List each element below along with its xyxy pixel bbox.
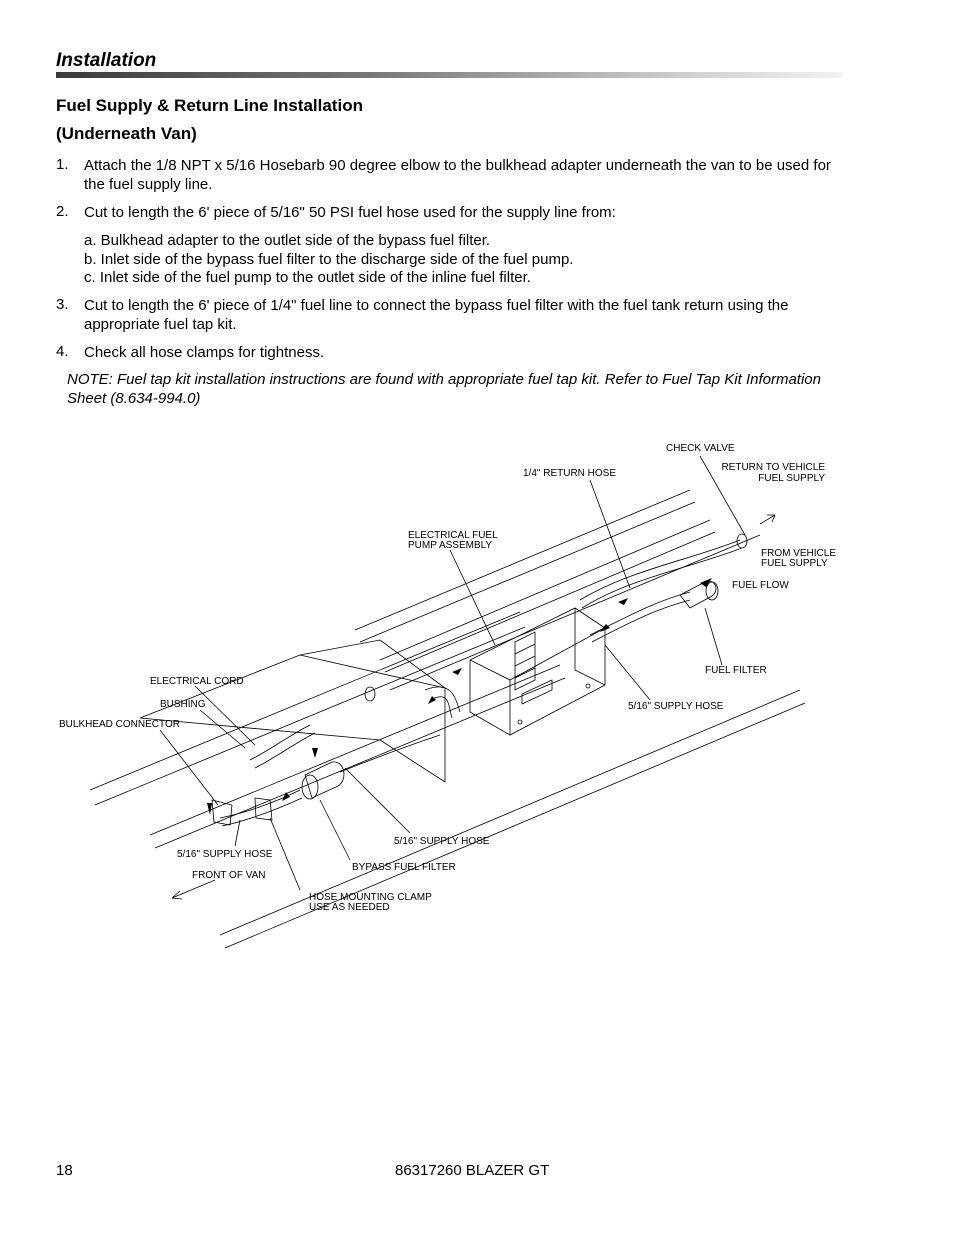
page-heading: Fuel Supply & Return Line Installation [56, 96, 363, 115]
installation-diagram [0, 430, 954, 950]
label-fuel-filter: FUEL FILTER [705, 665, 767, 676]
label-bushing: BUSHING [160, 699, 206, 710]
label-electrical-cord: ELECTRICAL CORD [150, 676, 244, 687]
header-rule [56, 72, 842, 78]
label-pump-assembly: ELECTRICAL FUEL [408, 530, 498, 541]
page-number: 18 [56, 1162, 73, 1179]
section-title: Installation [56, 50, 157, 71]
step-text: Check all hose clamps for tightness. [84, 344, 325, 361]
label-supply-hose: 5/16" SUPPLY HOSE [628, 701, 724, 712]
label-from-vehicle: FUEL SUPPLY [761, 558, 828, 569]
label-pump-assembly: PUMP ASSEMBLY [408, 540, 493, 551]
label-bulkhead-connector: BULKHEAD CONNECTOR [59, 719, 180, 730]
document-id: 86317260 BLAZER GT [395, 1162, 550, 1179]
step-number: 4. [56, 343, 69, 360]
step-text: Cut to length the 6' piece of 5/16" 50 PSI fuel hose used for the supply line from: [84, 204, 616, 221]
label-return-hose: 1/4" RETURN HOSE [523, 468, 617, 479]
substep-text: c. Inlet side of the fuel pump to the outlet side of the inline fuel filter. [84, 269, 531, 286]
step-number: 3. [56, 296, 69, 313]
step-text: Attach the 1/8 NPT x 5/16 Hosebarb 90 degree elbow to the bulkhead adapter underneath the van to be used for the fuel supply line. [84, 157, 831, 193]
step-number: 1. [56, 156, 69, 173]
label-front-of-van: FRONT OF VAN [192, 870, 266, 881]
label-from-vehicle: FROM VEHICLE [761, 548, 837, 559]
step-text: Cut to length the 6' piece of 1/4" fuel line to connect the bypass fuel filter with the fuel tank return using the appropriate fuel tap kit. [84, 297, 789, 333]
label-fuel-flow: FUEL FLOW [732, 580, 789, 591]
substep-text: b. Inlet side of the bypass fuel filter to the discharge side of the fuel pump. [84, 251, 574, 268]
label-supply-hose: 5/16" SUPPLY HOSE [177, 849, 273, 860]
label-supply-hose: 5/16" SUPPLY HOSE [394, 836, 490, 847]
page-subheading: (Underneath Van) [56, 124, 197, 143]
label-return-to-vehicle: RETURN TO VEHICLE [721, 462, 825, 473]
substep-text: a. Bulkhead adapter to the outlet side of the bypass fuel filter. [84, 232, 491, 249]
label-hose-clamp: HOSE MOUNTING CLAMP [309, 892, 432, 903]
label-hose-clamp: USE AS NEEDED [309, 902, 390, 913]
label-bypass-filter: BYPASS FUEL FILTER [352, 862, 456, 873]
label-check-valve: CHECK VALVE [666, 443, 735, 454]
label-return-to-vehicle: FUEL SUPPLY [758, 473, 825, 484]
step-number: 2. [56, 203, 69, 220]
note-text: NOTE: Fuel tap kit installation instructions are found with appropriate fuel tap kit. Refer to Fuel Tap Kit Information Sheet (8.634-994.0) [67, 371, 821, 407]
